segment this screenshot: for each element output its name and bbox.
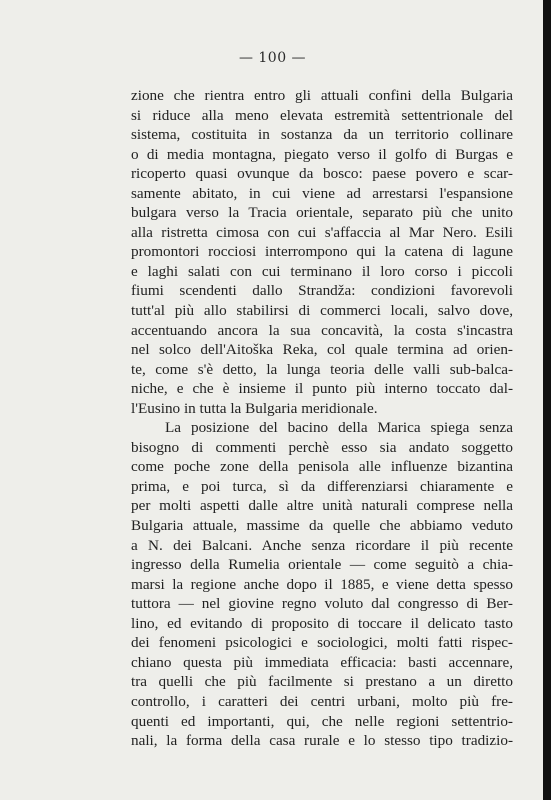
text-line: accentuando ancora la sua concavità, la costa s'incastra: [131, 321, 513, 339]
text-line: La posizione del bacino della Marica spiega senza: [165, 419, 513, 437]
text-line: bisogno di commenti perchè esso sia andato soggetto: [131, 438, 513, 456]
text-line: prima, e poi turca, sì da differenziarsi chiaramente e: [131, 477, 513, 495]
text-line: tra quelli che più facilmente si prestano a un diretto: [131, 673, 513, 691]
page-edge-shadow: [543, 0, 551, 800]
text-line: si riduce alla meno elevata estremità settentrionale del: [131, 106, 513, 124]
paragraph-1: [131, 86, 513, 418]
text-line: tuttora — nel giovine regno voluto dal congresso di Ber-: [131, 595, 513, 613]
text-line: controllo, i caratteri dei centri urbani, molto più fre-: [131, 692, 513, 710]
page-number: — 100 —: [238, 50, 307, 66]
text-line: nel solco dell'Aitoška Reka, col quale termina ad orien-: [131, 341, 513, 359]
text-line: ingresso della Rumelia orientale — come seguitò a chia-: [131, 556, 513, 574]
body-text: [131, 86, 513, 751]
text-line: promontori rocciosi interrompono qui la catena di lagune: [131, 243, 513, 261]
text-line: l'Eusino in tutta la Bulgaria meridionale.: [131, 399, 378, 417]
text-line: tutt'al più allo stabilirsi di commerci locali, salvo dove,: [131, 302, 513, 320]
text-line: come poche zone della penisola alle influenze bizantina: [131, 458, 513, 476]
text-line: samente abitato, in cui viene ad arrestarsi l'espansione: [131, 184, 513, 202]
text-line: marsi la regione anche dopo il 1885, e viene detta spesso: [131, 575, 513, 593]
text-line: niche, e che è insieme il punto più interno toccato dal-: [131, 380, 513, 398]
text-line: e laghi salati con cui terminano il loro corso i piccoli: [131, 262, 513, 280]
text-line: chiano questa più immediata efficacia: basti accennare,: [131, 653, 513, 671]
text-line: lino, ed evitando di proposito di toccare il delicato tasto: [131, 614, 513, 632]
text-line: dei fenomeni psicologici e sociologici, molti fatti rispec-: [131, 634, 513, 652]
text-line: quenti ed importanti, qui, che nelle regioni settentrio-: [131, 712, 513, 730]
text-line: fiumi scendenti dallo Strandža: condizioni favorevoli: [131, 282, 513, 300]
text-line: ricoperto quasi ovunque da bosco: paese povero e scar-: [131, 165, 513, 183]
text-line: nali, la forma della casa rurale e lo stesso tipo tradizio-: [131, 732, 513, 750]
text-line: a N. dei Balcani. Anche senza ricordare il più recente: [131, 536, 513, 554]
text-line: sistema, costituita in sostanza da un territorio collinare: [131, 126, 513, 144]
text-line: zione che rientra entro gli attuali confini della Bulgaria: [131, 87, 513, 104]
text-line: te, come s'è detto, la lunga teoria delle valli sub-balca-: [131, 360, 513, 378]
text-line: alla ristretta cimosa con cui s'affaccia al Mar Nero. Esili: [131, 223, 513, 241]
text-line: o di media montagna, piegato verso il golfo di Burgas e: [131, 145, 513, 163]
text-line: per molti aspetti dalle altre unità naturali comprese nella: [131, 497, 513, 515]
text-line: bulgara verso la Tracia orientale, separato più che unito: [131, 204, 513, 222]
paragraph-2: [131, 418, 513, 750]
text-line: Bulgaria attuale, massime da quelle che abbiamo veduto: [131, 517, 513, 535]
